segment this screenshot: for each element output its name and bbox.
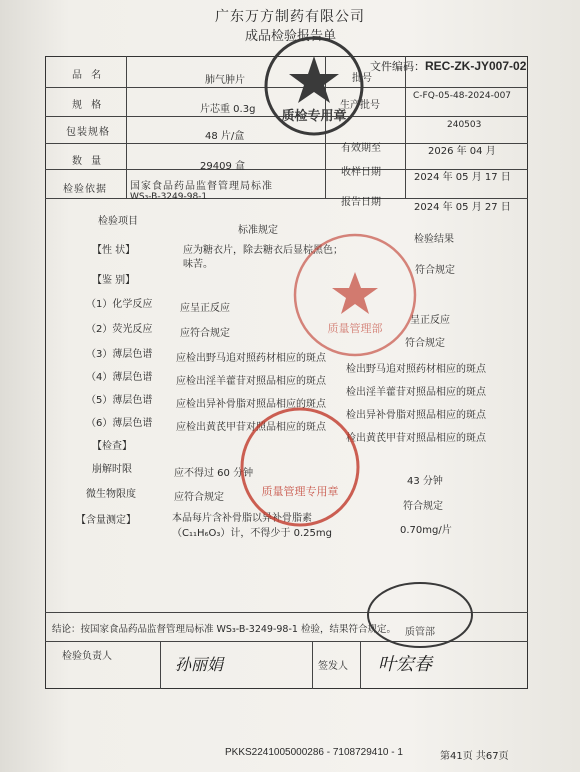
row-assay-result: 0.70mg/片: [400, 525, 452, 536]
basis-value-2: WS₃-B-3249-98-1: [130, 192, 208, 202]
row-fluor-std: 应符合规定: [180, 328, 230, 339]
row-disintegration-result: 43 分钟: [407, 476, 443, 487]
row-appearance-std: 应为糖衣片，除去糖衣后显棕黑色；: [183, 245, 343, 256]
doc-no-value: REC-ZK-JY007-02: [425, 59, 527, 73]
row-tlc5-std: 应检出异补骨脂对照品相应的斑点: [176, 399, 326, 410]
row-chem-result: 呈正反应: [410, 315, 450, 326]
svg-text:质管部: 质管部: [405, 627, 435, 638]
qm-stamp-bottom: [238, 405, 363, 530]
report-date-label: 报告日期: [341, 197, 381, 208]
issuer-signature: 叶宏春: [378, 654, 432, 675]
svg-text:质量管理专用章: 质量管理专用章: [261, 485, 339, 498]
row-identification-item: 【鉴 别】: [92, 275, 136, 286]
report-date-value: 2024 年 05 月 27 日: [414, 202, 511, 213]
qa-stamp-mid: [290, 230, 420, 360]
expiry-label: 有效期至: [341, 143, 381, 154]
row-assay-item: 【含量测定】: [76, 515, 136, 526]
qc-stamp-top: [262, 34, 366, 138]
basis-label: 检验依据: [63, 184, 107, 195]
row-chem-std: 应呈正反应: [180, 303, 230, 314]
row-microbial-result: 符合规定: [403, 501, 443, 512]
basis-value-1: 国家食品药品监督管理局标准: [130, 181, 273, 192]
batch-value: C-FQ-05-48-2024-007: [413, 91, 512, 101]
footer-code: PKKS2241005000286 - 7108729410 - 1: [225, 747, 403, 758]
col-standard: 标准规定: [238, 225, 278, 236]
qg-stamp-small: [365, 580, 475, 650]
pack-value: 48 片/盒: [205, 131, 245, 142]
row-tlc6-item: （6）薄层色谱: [86, 418, 153, 429]
spec-label: 规 格: [72, 100, 105, 111]
lot-value: 240503: [447, 120, 482, 130]
row-assay-std2: （C₁₁H₆O₃）计，不得少于 0.25mg: [172, 528, 332, 539]
row-microbial-item: 微生物限度: [86, 489, 136, 500]
col-item: 检验项目: [98, 216, 138, 227]
product-label: 品 名: [72, 70, 105, 81]
row-appearance-item: 【性 状】: [92, 245, 136, 256]
product-value: 肺气肿片: [205, 75, 245, 86]
issuer-label: 签发人: [318, 661, 348, 672]
expiry-value: 2026 年 04 月: [428, 146, 496, 157]
report-title: 成品检验报告单: [245, 29, 337, 44]
receipt-label: 收样日期: [341, 167, 381, 178]
row-fluor-item: （2）荧光反应: [86, 324, 153, 335]
page-number: 第41页 共67页: [440, 751, 509, 762]
company-name: 广东万方制药有限公司: [215, 9, 365, 25]
qty-label: 数 量: [72, 156, 105, 167]
inspector-label: 检验负责人: [62, 651, 112, 662]
row-assay-std: 本品每片含补骨脂以异补骨脂素: [172, 513, 312, 524]
row-tlc6-std: 应检出黄芪甲苷对照品相应的斑点: [176, 422, 326, 433]
row-appearance-result: 符合规定: [415, 265, 455, 276]
row-fluor-result: 符合规定: [405, 338, 445, 349]
row-disintegration-item: 崩解时限: [92, 464, 132, 475]
row-tlc5-item: （5）薄层色谱: [86, 395, 153, 406]
batch-label: 批号: [352, 73, 372, 84]
row-tlc3-std: 应检出野马追对照药材相应的斑点: [176, 353, 326, 364]
row-appearance-std2: 味苦。: [183, 259, 213, 270]
row-tlc4-result: 检出淫羊藿苷对照品相应的斑点: [346, 387, 486, 398]
inspector-signature: 孙丽娟: [175, 655, 224, 674]
row-tlc6-result: 检出黄芪甲苷对照品相应的斑点: [346, 433, 486, 444]
row-tlc3-item: （3）薄层色谱: [86, 349, 153, 360]
qty-value: 29409 盒: [200, 161, 245, 172]
svg-text:质量管理部: 质量管理部: [327, 322, 383, 335]
row-microbial-std: 应符合规定: [174, 492, 224, 503]
receipt-value: 2024 年 05 月 17 日: [414, 172, 511, 183]
row-tlc4-item: （4）薄层色谱: [86, 372, 153, 383]
row-disintegration-std: 应不得过 60 分钟: [174, 468, 254, 479]
row-inspection-item: 【检查】: [92, 441, 132, 452]
pack-label: 包装规格: [66, 127, 110, 138]
row-tlc5-result: 检出异补骨脂对照品相应的斑点: [346, 410, 486, 421]
svg-text:质检专用章: 质检专用章: [281, 109, 347, 124]
doc-no-label: 文件编码：: [370, 60, 425, 73]
lot-label: 生产批号: [340, 100, 380, 111]
col-result: 检验结果: [414, 234, 454, 245]
row-tlc3-result: 检出野马追对照药材相应的斑点: [346, 364, 486, 375]
row-chem-item: （1）化学反应: [86, 299, 153, 310]
spec-value: 片芯重 0.3g: [200, 104, 256, 115]
conclusion: 结论：按国家食品药品监督管理局标准 WS₃-B-3249-98-1 检验，结果符合规定。: [52, 624, 396, 635]
row-tlc4-std: 应检出淫羊藿苷对照品相应的斑点: [176, 376, 326, 387]
